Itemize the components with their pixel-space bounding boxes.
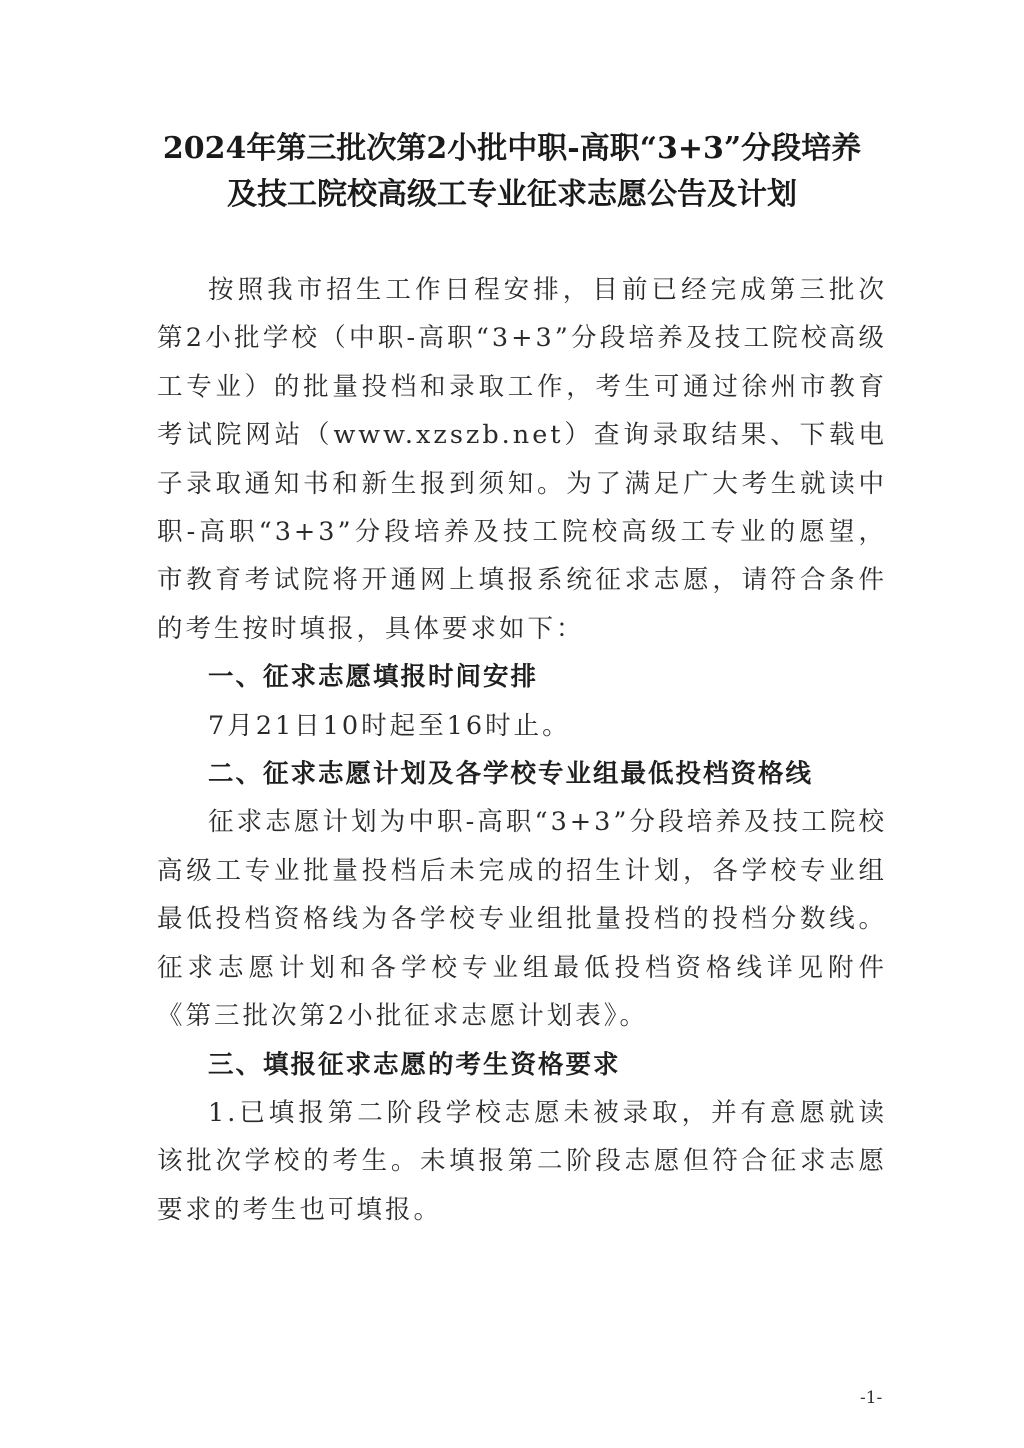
section-3-item-1: 1.已填报第二阶段学校志愿未被录取，并有意愿就读该批次学校的考生。未填报第二阶段志愿但符合征求志愿要求的考生也可填报。 — [157, 1097, 887, 1225]
section-2-text: 征求志愿计划为中职-高职“3+3”分段培养及技工院校高级工专业批量投档后未完成的招生计划，各学校专业组最低投档资格线为各学校专业组批量投档的投档分数线。征求志愿计划和各学校专业组最低投档资格线详见附件《第三批次第2小批征求志愿计划表》。 — [157, 807, 887, 1032]
document-body — [157, 266, 887, 1234]
section-3-heading: 三、填报征求志愿的考生资格要求 — [208, 1049, 621, 1080]
title-line-2: 及技工院校高级工专业征求志愿公告及计划 — [227, 177, 797, 212]
section-1-text: 7月21日10时起至16时止。 — [208, 710, 571, 741]
intro-paragraph: 按照我市招生工作日程安排，目前已经完成第三批次第2小批学校（中职-高职“3+3”分段培养及技工院校高级工专业）的批量投档和录取工作，考生可通过徐州市教育考试院网站（www.xzszb.net）查询录取结果、下载电子录取通知书和新生报到须知。为了满足广大考生就读中职-高职“3+3”分段培养及技工院校高级工专业的愿望，市教育考试院将开通网上填报系统征求志愿，请符合条件的考生按时填报，具体要求如下： — [157, 275, 887, 644]
section-1-heading: 一、征求志愿填报时间安排 — [208, 662, 539, 693]
document-title — [120, 126, 904, 218]
page-number: -1- — [860, 1388, 883, 1408]
title-line-1: 2024年第三批次第2小批中职-高职“3+3”分段培养 — [162, 131, 862, 166]
section-2-heading: 二、征求志愿计划及各学校专业组最低投档资格线 — [208, 759, 814, 790]
